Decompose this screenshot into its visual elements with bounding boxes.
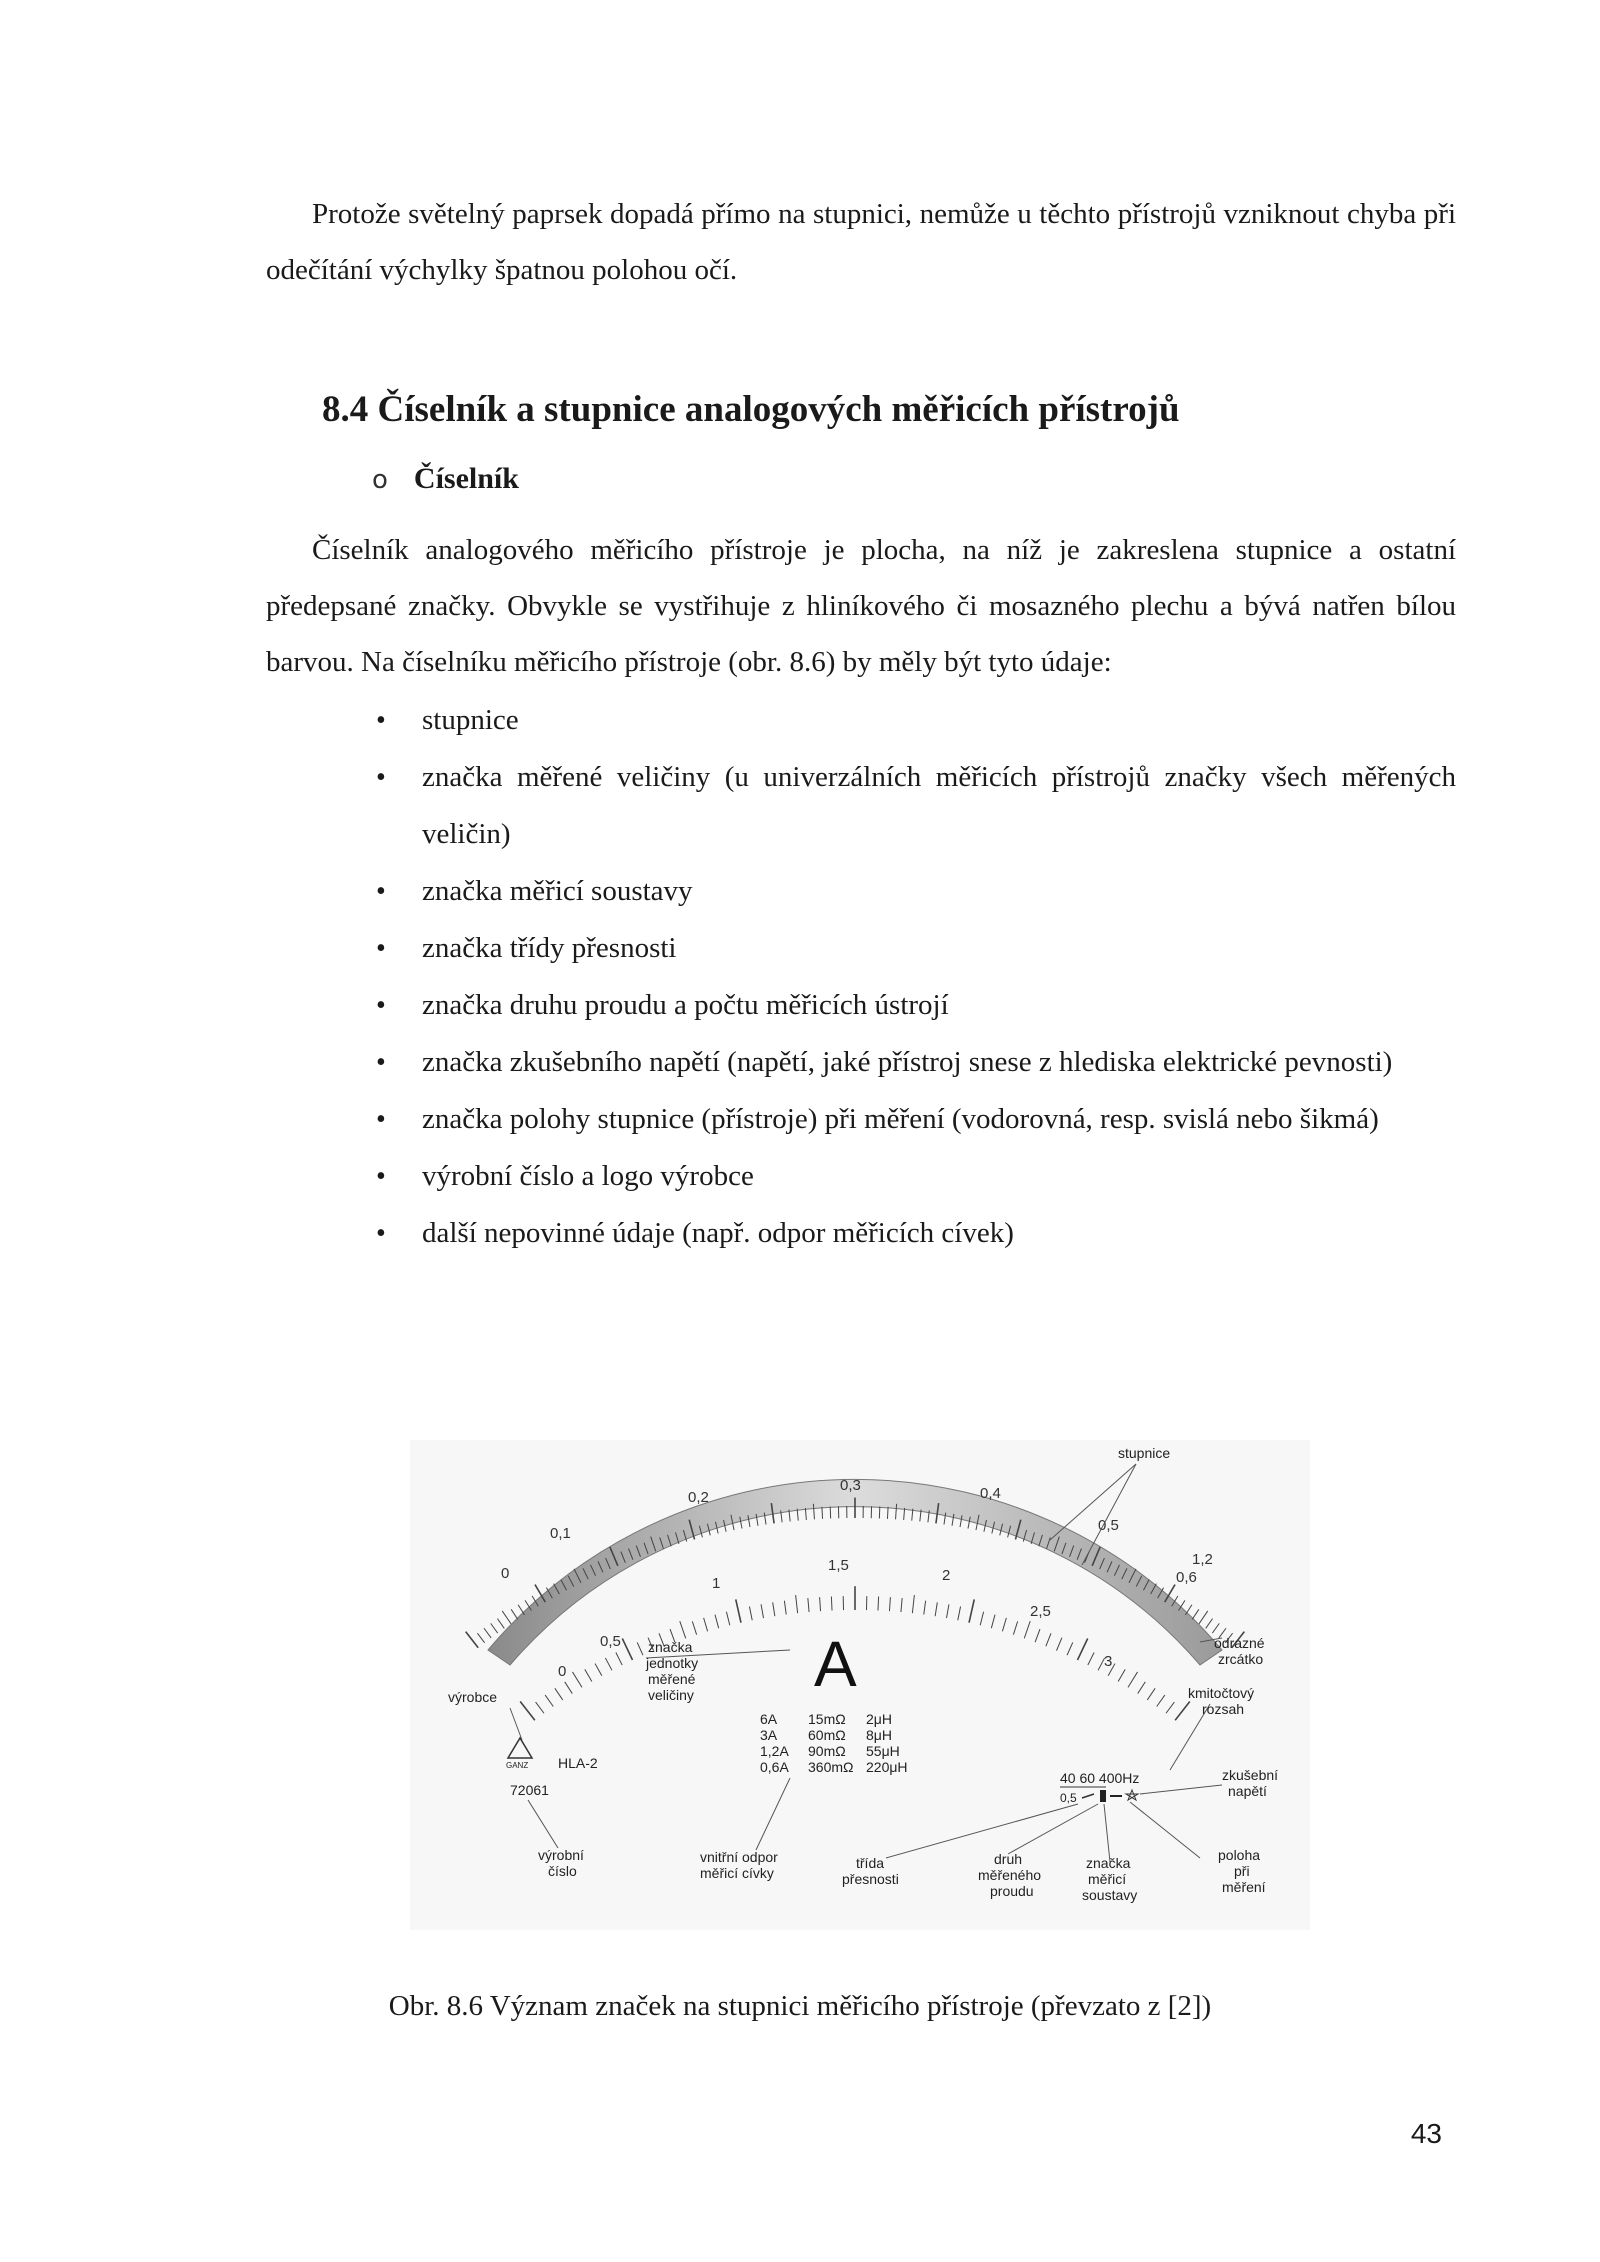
table-cell: 90mΩ <box>808 1743 846 1759</box>
svg-text:měřené: měřené <box>648 1671 696 1687</box>
model-number: HLA-2 <box>558 1755 598 1771</box>
table-cell: 360mΩ <box>808 1759 854 1775</box>
class-value: 0,5 <box>1060 1791 1077 1805</box>
svg-text:kmitočtový: kmitočtový <box>1188 1685 1255 1701</box>
table-cell: 3A <box>760 1727 778 1743</box>
list-item: • značka polohy stupnice (přístroje) při měření (vodorovná, resp. svislá nebo šikmá) <box>376 1091 1456 1148</box>
svg-text:značka: značka <box>1086 1855 1131 1871</box>
list-item: • výrobní číslo a logo výrobce <box>376 1148 1456 1205</box>
inner-scale-tick <box>878 1597 879 1611</box>
table-cell: 0,6A <box>760 1759 789 1775</box>
svg-text:zkušební: zkušební <box>1222 1767 1279 1783</box>
outer-tick-label: 0,6 <box>1176 1569 1197 1586</box>
svg-text:zrcátko: zrcátko <box>1218 1651 1264 1667</box>
serial-number: 72061 <box>510 1782 549 1798</box>
section-title: 8.4 Číselník a stupnice analogových měřicích přístrojů <box>322 389 1180 430</box>
table-cell: 60mΩ <box>808 1727 846 1743</box>
list-item: • značka druhu proudu a počtu měřicích ústrojí <box>376 977 1456 1034</box>
logo-text: GANZ <box>506 1761 529 1770</box>
list-item: • značka měřicí soustavy <box>376 863 1456 920</box>
inner-tick-label: 0,5 <box>600 1633 621 1650</box>
outer-tick-label: 0,1 <box>550 1525 571 1542</box>
right-number: 1,2 <box>1192 1551 1213 1568</box>
svg-text:číslo: číslo <box>548 1863 577 1879</box>
list-item: • další nepovinné údaje (např. odpor měřicích cívek) <box>376 1205 1456 1262</box>
inner-tick-label: 3 <box>1104 1653 1113 1670</box>
table-cell: 220μH <box>866 1759 908 1775</box>
svg-text:měřicí: měřicí <box>1088 1871 1127 1887</box>
inner-tick-label: 2,5 <box>1030 1603 1051 1620</box>
list-item: • stupnice <box>376 692 1456 749</box>
svg-text:proudu: proudu <box>990 1883 1034 1899</box>
svg-text:poloha: poloha <box>1218 1847 1261 1863</box>
subsection-title: Číselník <box>413 462 519 495</box>
svg-text:napětí: napětí <box>1228 1783 1267 1799</box>
list-item: • značka třídy přesnosti <box>376 920 1456 977</box>
inner-scale-tick <box>831 1597 832 1611</box>
table-cell: 6A <box>760 1711 778 1727</box>
inner-tick-label: 1 <box>712 1575 721 1592</box>
table-cell: 1,2A <box>760 1743 789 1759</box>
frequency-range: 40 60 400Hz <box>1060 1770 1140 1786</box>
table-cell: 2μH <box>866 1711 892 1727</box>
outer-tick-label: 0 <box>501 1565 510 1582</box>
table-cell: 8μH <box>866 1727 892 1743</box>
label-odrazne-zrcatko <box>1214 1635 1265 1667</box>
svg-text:měření: měření <box>1222 1879 1266 1895</box>
outer-tick-label: 0,4 <box>980 1485 1001 1502</box>
svg-text:měřeného: měřeného <box>978 1867 1042 1883</box>
svg-text:soustavy: soustavy <box>1082 1887 1138 1903</box>
outer-scale-tick <box>822 1507 823 1519</box>
meter-dial-figure <box>410 1440 1310 1930</box>
svg-text:veličiny: veličiny <box>648 1687 694 1703</box>
label-znacka-jednotky <box>645 1639 698 1703</box>
svg-text:měřicí cívky: měřicí cívky <box>700 1865 774 1881</box>
label-vyrobce: výrobce <box>448 1689 498 1705</box>
system-icon <box>1100 1790 1106 1802</box>
body-paragraph: Číselník analogového měřicího přístroje je plocha, na níž je zakreslena stupnice a ostatní předepsané značky. Obvykle se vystřihuje z hliníkového či mosazného plechu a bývá natřen bílou barvou. Na číselníku měřicího přístroje (obr. 8.6) by měly být tyto údaje: <box>266 534 1456 678</box>
svg-text:výrobní: výrobní <box>538 1847 584 1863</box>
table-cell: 55μH <box>866 1743 900 1759</box>
subsection-heading <box>372 462 519 496</box>
outer-tick-label: 0,3 <box>840 1477 861 1494</box>
svg-text:odrazné: odrazné <box>1214 1635 1265 1651</box>
inner-tick-label: 1,5 <box>828 1557 849 1574</box>
svg-text:třída: třída <box>856 1855 885 1871</box>
svg-text:přesnosti: přesnosti <box>842 1871 899 1887</box>
intro-paragraph: Protože světelný paprsek dopadá přímo na stupnici, nemůže u těchto přístrojů vzniknout chyba při odečítání výchylky špatnou polohou očí. <box>266 198 1456 286</box>
svg-text:jednotky: jednotky <box>646 1655 699 1671</box>
outer-tick-label: 0,2 <box>688 1489 709 1506</box>
label-vnitrni-odpor <box>700 1849 778 1881</box>
svg-text:druh: druh <box>994 1851 1023 1867</box>
svg-text:značka: značka <box>648 1639 693 1655</box>
label-stupnice: stupnice <box>1118 1445 1171 1461</box>
svg-text:při: při <box>1234 1863 1250 1879</box>
list-item: • značka měřené veličiny (u univerzálních měřicích přístrojů značky všech měřených veličin) <box>376 749 1456 863</box>
table-cell: 15mΩ <box>808 1711 846 1727</box>
figure-caption: Obr. 8.6 Význam značek na stupnici měřicího přístroje (převzato z [2]) <box>388 1990 1212 2022</box>
list-item: • značka zkušebního napětí (napětí, jaké přístroj snese z hlediska elektrické pevnosti) <box>376 1034 1456 1091</box>
svg-text:rozsah: rozsah <box>1202 1701 1245 1717</box>
svg-text:vnitřní odpor: vnitřní odpor <box>700 1849 778 1865</box>
unit-symbol: A <box>814 1628 857 1700</box>
bullet-list <box>376 692 1456 1262</box>
inner-tick-label: 2 <box>942 1567 951 1584</box>
outer-scale-tick <box>887 1507 888 1519</box>
outer-tick-label: 0,5 <box>1098 1517 1119 1534</box>
subsection-marker: o <box>372 465 388 495</box>
page-number: 43 <box>1410 2118 1442 2149</box>
inner-tick-label: 0 <box>558 1663 567 1680</box>
